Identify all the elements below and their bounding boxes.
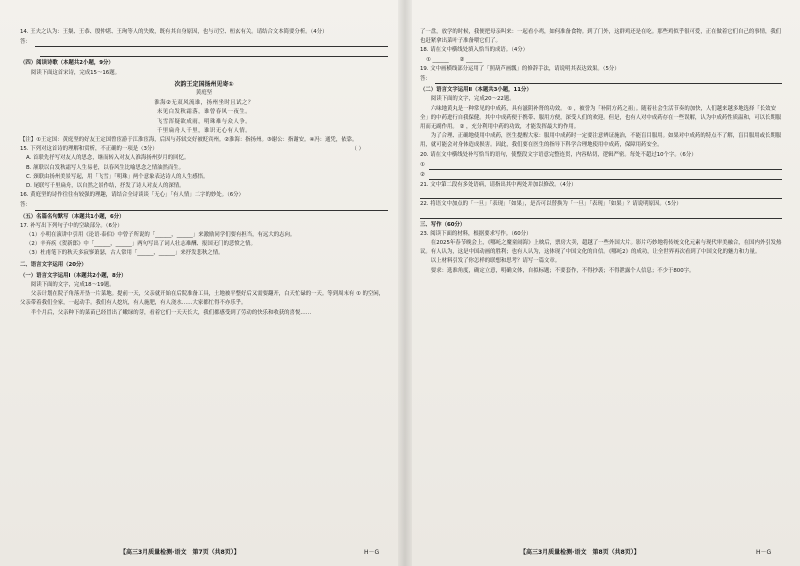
question-20: 20. 请在文中横线处补写恰当的语句，使整段文字语意完整连贯，内容贴切，逻辑严密。每处不超过10个字。（6分） xyxy=(420,151,697,158)
left-page-code: H－G xyxy=(364,549,380,556)
language-1-paragraph-1: 父亲计划在院子角落开垦一片菜地。提前一天，父亲就开始在后院准备工具，土地被平整好后又需要翻开，白天忙碌的一天。等到周末有 ① 的空闲，父亲带着我们全家，一起动手。我们有人挖坑，有人施肥，有人浇水……大家都忙得不亦乐乎。 xyxy=(20,291,385,307)
language-1-paragraph-2: 半个月后，父亲种下的菜苗已经冒出了嫩绿的芽，看着它们一天天长大，我们都感受到了劳动的快乐和收获的喜悦…… xyxy=(30,309,312,316)
language-2-paragraph-1: 六味地黄丸是一种常见的中成药，具有滋阴补肾的功效。 ① ，被誉为「补阴方药之祖」。随着社会生活节奏的加快，人们越来越多地选择「长效安全」的中药进行自我保健。其中中成药便于携带、服用方便，深受人们的欢迎。但是，也有人对中成药存在一些误解，认为中成药性质温和，可以长期服用而无副作用。 ② ，充分利用中药的功效，才能发挥最大的作用。 xyxy=(420,105,782,131)
poem-note: 【注】①王定国：黄庭坚的好友王定国曾宦游于江淮宦海，后因与苏轼交好被贬宾州。②淮海：指扬州。③谢公：指谢安。④冯：通凭，依靠。 xyxy=(20,137,358,144)
question-15: 15. 下列对这首诗的理解和赏析，不正确的一项是（3分） （ ） xyxy=(20,146,364,153)
answer-line xyxy=(420,191,782,199)
page-gutter xyxy=(398,0,412,566)
poem-line: 淮海②无双风流谁，扬州坐时且试之？ xyxy=(154,100,254,107)
answer-line: ② xyxy=(420,171,782,180)
dictation-item-3: （3）杜甫笔下的秋天多寂寥萧瑟，古人常用「______，______」来抒发悲秋之情。 xyxy=(26,250,224,257)
writing-requirements: 要求：选准角度，确定立意，明确文体，自拟标题；不要套作，不得抄袭；不得泄露个人信息；不少于800字。 xyxy=(430,267,695,274)
option-d: D. 尾联写千里扁舟，以自然之景作结，抒发了诗人对友人的深情。 xyxy=(26,183,185,190)
poem-author: 黄庭坚 xyxy=(195,90,213,97)
option-b: B. 颔联以白发秋霜写人生易老，以春风生比喻思念之情油然而生。 xyxy=(26,164,185,171)
section-language-1-heading: （一）语言文字运用Ⅰ（本题共2小题，8分） xyxy=(20,272,127,279)
left-page-footer: 【高三3月质量检测·语文 第7页（共8页）】 xyxy=(120,549,240,556)
poem-line: 千里扁舟人千里，谁识无心有人情。 xyxy=(156,127,252,134)
right-page-footer: 【高三3月质量检测·语文 第8页（共8页）】 xyxy=(520,549,640,556)
question-21: 21. 文中第二段有多处语病，请指出其中两处并加以修改。（4分） xyxy=(420,182,577,189)
answer-line: 答： xyxy=(420,75,782,84)
question-23: 23. 阅读下面的材料，根据要求写作。（60分） xyxy=(420,230,532,237)
poem-line: 未见白发秋霜落，谁曾春风一夜生。 xyxy=(156,109,252,116)
question-16: 16. 黄庭坚的诗作往往有较强的理趣，请结合全诗谈谈「无心」「有人情」二字的妙处。（6分） xyxy=(20,192,244,199)
poem-line: 飞雪浑疑欲成雨，明珠难与众人争。 xyxy=(156,118,252,125)
section-language-heading: 二、语言文字运用（20分） xyxy=(20,261,87,268)
option-c: C. 颈联由扬州美景写起，用「飞雪」「明珠」两个意象表达诗人的人生感悟。 xyxy=(26,173,209,180)
answer-line: ① xyxy=(420,161,782,170)
answer-line: 答： xyxy=(20,201,388,210)
question-19: 19. 文中画横线部分运用了「照葫芦画瓢」的修辞手法，请说明其表达效果。（5分） xyxy=(420,65,620,72)
question-17: 17. 补写出下列句子中的空缺部分。（6分） xyxy=(20,222,123,229)
option-a: A. 首联先抒写对友人的思念，继而转入对友人淮海扬州岁月的回忆。 xyxy=(26,155,190,162)
left-page xyxy=(20,28,388,554)
language-1-continuation: 了一盘，放学的时候，我便把母亲叫来：一起看小鸡，如何准备食物。到了门外，这群鸡还是在吃。那些鸡似乎很可爱，正在做着它们自己的事情，我们也赶紧拿出菜叶子准备喂它们了。 xyxy=(420,29,782,45)
language-2-paragraph-2: 为了合理、正确地使用中成药，医生提醒大家：服用中成药时一定要注意辨证施治，不能盲目服用。如果对中成药的特点不了解，盲目服用或长期服用，就可能会对身体造成损害。因此，我们要在医生的指导下科学合理地使用中成药，保障用药安全。 xyxy=(420,133,782,149)
language-1-intro: 阅读下面的文字，完成18～19题。 xyxy=(30,282,115,289)
answer-line xyxy=(20,38,388,47)
right-page xyxy=(420,28,782,554)
writing-prompt: 以上材料引发了你怎样的联想和思考？请写一篇文章。 xyxy=(430,258,561,265)
right-page-code: H－G xyxy=(756,549,772,556)
answer-line xyxy=(420,211,782,219)
section-writing-heading: 三、写作（60分） xyxy=(420,221,466,228)
answer-line xyxy=(40,48,388,57)
question-14: 14. 王夫之认为：王粲、王恭、殷仲堪、王珣等人的失败，既有其自身原因，也与司空、桓玄有关。请结合文本简要分析。（4分） xyxy=(20,29,328,35)
poem-title: 次韵王定国扬州见寄① xyxy=(174,80,234,88)
section-dictation-heading: （五）名篇名句默写（本题共1小题，6分） xyxy=(20,213,125,220)
answer-label: 答： xyxy=(20,39,31,46)
poem-intro: 阅读下面这首宋诗，完成15～16题。 xyxy=(30,69,120,76)
dictation-item-1: （1）小明在演讲中引用《论语·泰伯》中曾子所说的「______，______」来激励同学们要有担当，有远大的志向。 xyxy=(26,232,296,239)
question-22: 22. 将语文中加点的「一旦」「表现」「如果」，是否可以替换为「一旦」「表现」「如果」？请说明原因。（5分） xyxy=(420,201,682,208)
writing-material: 在2025年春节晚会上，《哪吒之魔童闹海》上映后，票房大卖，超越了一些外国大片。影片巧妙地将传统文化元素与现代审美融合，在国内外引发热议。有人认为，这是中国动画的胜利；也有人认为，这体现了中国文化的自信。《哪吒2》的成功，让全世界再次看到了中国文化的魅力和力量。 xyxy=(420,240,782,256)
dictation-item-2: （2）辛弃疾《贺新郎》中「______，______」两句写出了词人壮志难酬、报国无门的悲愤之情。 xyxy=(26,241,256,248)
question-18: 18. 请在文中横线处填入恰当的成语。（4分） xyxy=(420,47,529,54)
section-poem-heading: （四）阅读诗歌（本题共2小题，9分） xyxy=(20,60,114,67)
section-language-2-heading: （二）语言文字运用Ⅱ（本题共3小题，11分） xyxy=(420,87,532,94)
language-2-intro: 阅读下面的文字，完成20～22题。 xyxy=(430,96,515,103)
question-18-answers: ① ______ ② ______ xyxy=(426,56,483,63)
